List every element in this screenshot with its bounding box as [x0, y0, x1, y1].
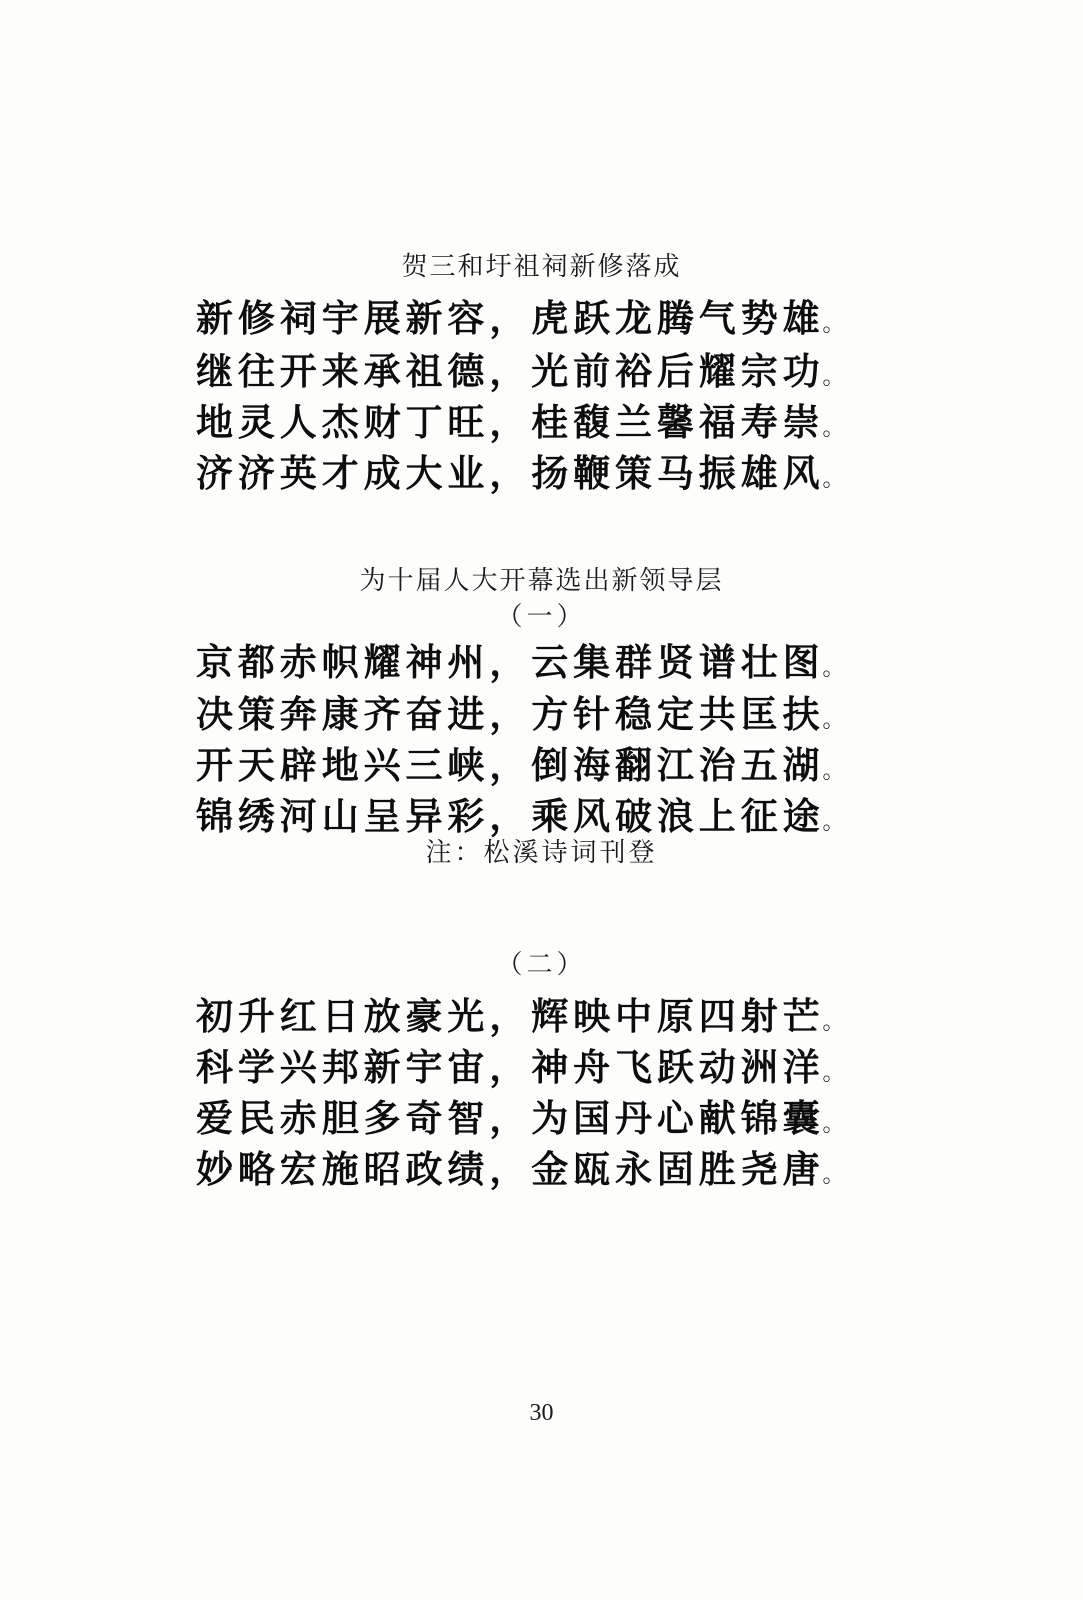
poem-line: [196, 684, 876, 738]
footnote: 注：松溪诗词刊登: [425, 838, 658, 868]
line-end-mark: 。: [822, 656, 845, 681]
poem-line-text: 地灵人杰财丁旺，桂馥兰馨福寿崇: [196, 401, 825, 444]
poem-line: [196, 1139, 876, 1193]
poem-title: 贺三和圩祖祠新修落成: [401, 252, 682, 282]
poem-line-text: 新修祠宇展新容，虎跃龙腾气势雄: [196, 297, 825, 340]
line-end-mark: 。: [822, 1112, 845, 1137]
line-end-mark: 。: [822, 708, 845, 733]
poem-line: [196, 1037, 876, 1091]
poem-line-text: 初升红日放豪光，辉映中原四射芒: [196, 995, 825, 1038]
line-end-mark: 。: [822, 1010, 845, 1035]
poem-line: [196, 1088, 876, 1142]
poem-line: [196, 443, 876, 497]
poem-line-text: 济济英才成大业，扬鞭策马振雄风: [196, 452, 825, 495]
line-end-mark: 。: [822, 365, 845, 390]
poem-line: [196, 392, 876, 446]
line-end-mark: 。: [822, 416, 845, 441]
line-end-mark: 。: [822, 810, 845, 835]
poem-line-text: 爱民赤胆多奇智，为国丹心献锦囊: [196, 1097, 825, 1140]
line-end-mark: 。: [822, 759, 845, 784]
poem-line: [196, 341, 876, 395]
line-end-mark: 。: [822, 467, 845, 492]
poem-line-text: 继往开来承祖德，光前裕后耀宗功: [196, 350, 825, 393]
section-label: （二）: [496, 950, 587, 980]
poem-line: [196, 632, 876, 686]
poem-line-text: 科学兴邦新宇宙，神舟飞跃动洲洋: [196, 1046, 825, 1089]
poem-line: [196, 735, 876, 789]
poem-line: [196, 288, 876, 342]
poem-line-text: 决策奔康齐奋进，方针稳定共匡扶: [196, 693, 825, 736]
poem-line-text: 妙略宏施昭政绩，金瓯永固胜尧唐: [196, 1148, 825, 1191]
line-end-mark: 。: [822, 312, 845, 337]
poem-line-text: 锦绣河山呈异彩，乘风破浪上征途: [196, 795, 825, 838]
section-label: （一）: [496, 602, 587, 632]
poem-line-text: 开天辟地兴三峡，倒海翻江治五湖: [196, 744, 825, 787]
poem-line: [196, 986, 876, 1040]
poem-line-text: 京都赤帜耀神州，云集群贤谱壮图: [196, 641, 825, 684]
line-end-mark: 。: [822, 1061, 845, 1086]
page-number: 30: [529, 1400, 554, 1426]
poem-title: 为十届人大开幕选出新领导层: [359, 566, 724, 596]
line-end-mark: 。: [822, 1163, 845, 1188]
